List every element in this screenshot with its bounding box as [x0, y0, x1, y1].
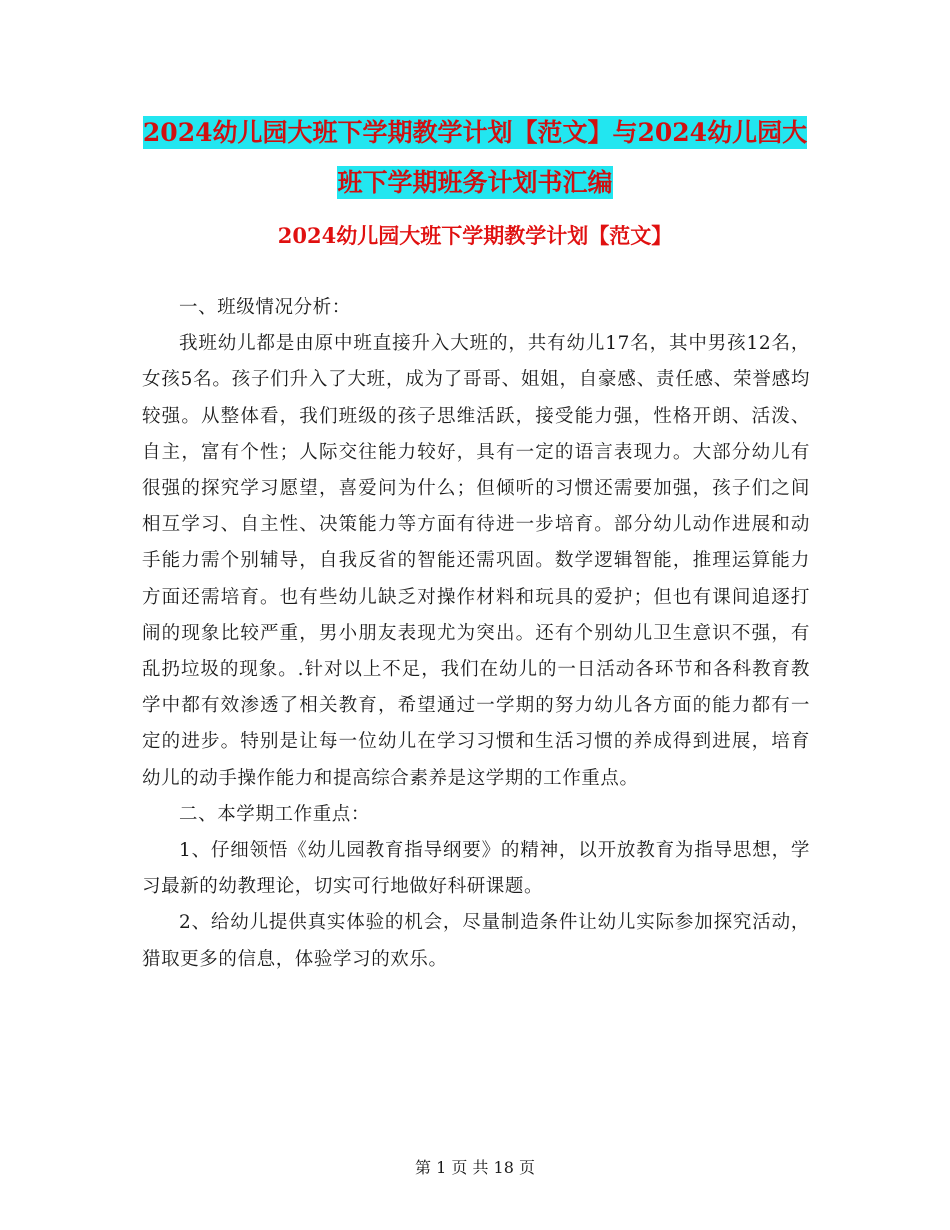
document-body [142, 290, 810, 978]
document-title-highlight: 2024幼儿园大班下学期教学计划【范文】与2024幼儿园大班下学期班务计划书汇编 [142, 118, 808, 197]
heading-work-focus: 二、本学期工作重点： [179, 803, 371, 825]
document-title [140, 108, 810, 208]
paragraph-class-analysis: 我班幼儿都是由原中班直接升入大班的，共有幼儿17名，其中男孩12名，女孩5名。孩子们升入了大班，成为了哥哥、姐姐，自豪感、责任感、荣誉感均较强。从整体看，我们班级的孩子思维活跃，接受能力强，性格开朗、活泼、自主，富有个性；人际交往能力较好，具有一定的语言表现力。大部分幼儿有很强的探究学习愿望，喜爱问为什么；但倾听的习惯还需要加强，孩子们之间相互学习、自主性、决策能力等方面有待进一步培育。部分幼儿动作进展和动手能力需个别辅导，自我反省的智能还需巩固。数学逻辑智能，推理运算能力方面还需培育。也有些幼儿缺乏对操作材料和玩具的爱护；但也有课间追逐打闹的现象比较严重，男小朋友表现尤为突出。还有个别幼儿卫生意识不强，有乱扔垃圾的现象。.针对以上不足，我们在幼儿的一日活动各环节和各科教育教学中都有效渗透了相关教育，希望通过一学期的努力幼儿各方面的能力都有一定的进步。特别是让每一位幼儿在学习习惯和生活习惯的养成得到进展，培育幼儿的动手操作能力和提高综合素养是这学期的工作重点。 [142, 333, 810, 789]
heading-class-analysis: 一、班级情况分析： [179, 297, 351, 318]
list-item-2: 2、给幼儿提供真实体验的机会，尽量制造条件让幼儿实际参加探究活动，猎取更多的信息，体验学习的欢乐。 [142, 912, 810, 970]
list-item-1: 1、仔细领悟《幼儿园教育指导纲要》的精神，以开放教育为指导思想，学习最新的幼教理论，切实可行地做好科研课题。 [142, 840, 810, 898]
section-title: 2024幼儿园大班下学期教学计划【范文】 [277, 223, 673, 248]
page-footer: 第 1 页 共 18 页 [415, 1158, 535, 1177]
